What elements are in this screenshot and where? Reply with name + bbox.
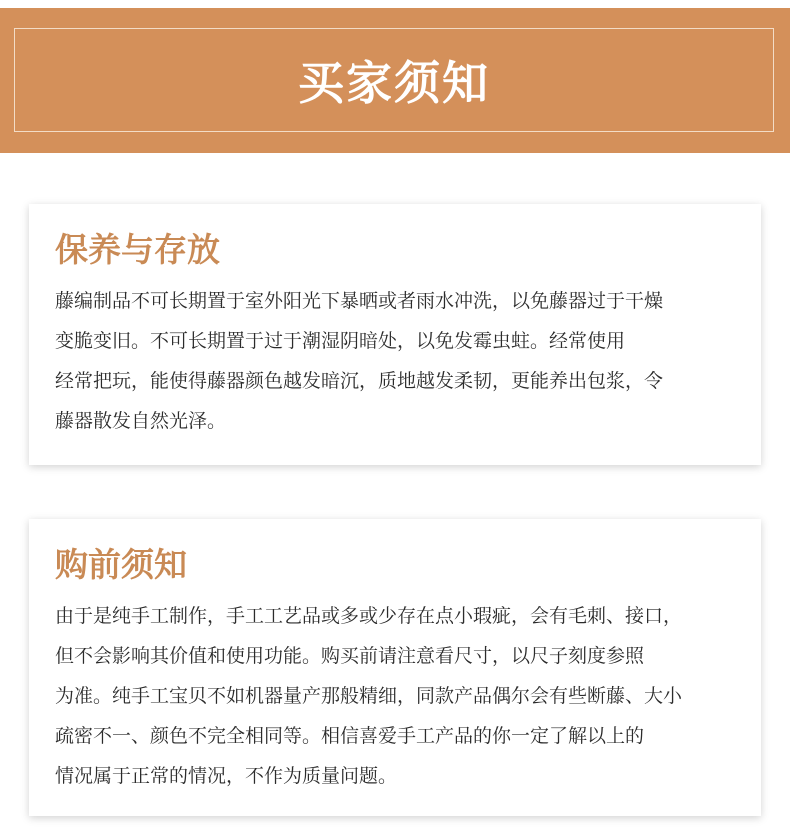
purchase-notice-title: 购前须知 <box>55 545 187 584</box>
care-section-card <box>29 204 761 465</box>
care-section-body <box>55 281 745 441</box>
purchase-notice-body <box>55 596 745 796</box>
notice-text-line: 情况属于正常的情况，不作为质量问题。 <box>55 765 398 787</box>
notice-text-line: 疏密不一、颜色不完全相同等。相信喜爱手工产品的你一定了解以上的 <box>55 725 645 747</box>
page-title: 买家须知 <box>298 56 490 110</box>
notice-text-line: 但不会影响其价值和使用功能。购买前请注意看尺寸，以尺子刻度参照 <box>55 645 645 667</box>
care-text-line: 变脆变旧。不可长期置于过于潮湿阴暗处，以免发霉虫蛀。经常使用 <box>55 330 626 352</box>
care-text-line: 藤编制品不可长期置于室外阳光下暴晒或者雨水冲洗，以免藤器过于干燥 <box>55 290 664 312</box>
care-text-line: 藤器散发自然光泽。 <box>55 410 227 432</box>
notice-text-line: 为准。纯手工宝贝不如机器量产那般精细，同款产品偶尔会有些断藤、大小 <box>55 685 683 707</box>
care-text-line: 经常把玩，能使得藤器颜色越发暗沉，质地越发柔韧，更能养出包浆，令 <box>55 370 664 392</box>
care-section-title: 保养与存放 <box>55 230 220 269</box>
header-frame <box>14 28 774 132</box>
notice-text-line: 由于是纯手工制作，手工工艺品或多或少存在点小瑕疵，会有毛刺、接口， <box>55 605 683 627</box>
header-banner <box>0 8 790 153</box>
purchase-notice-card <box>29 519 761 816</box>
